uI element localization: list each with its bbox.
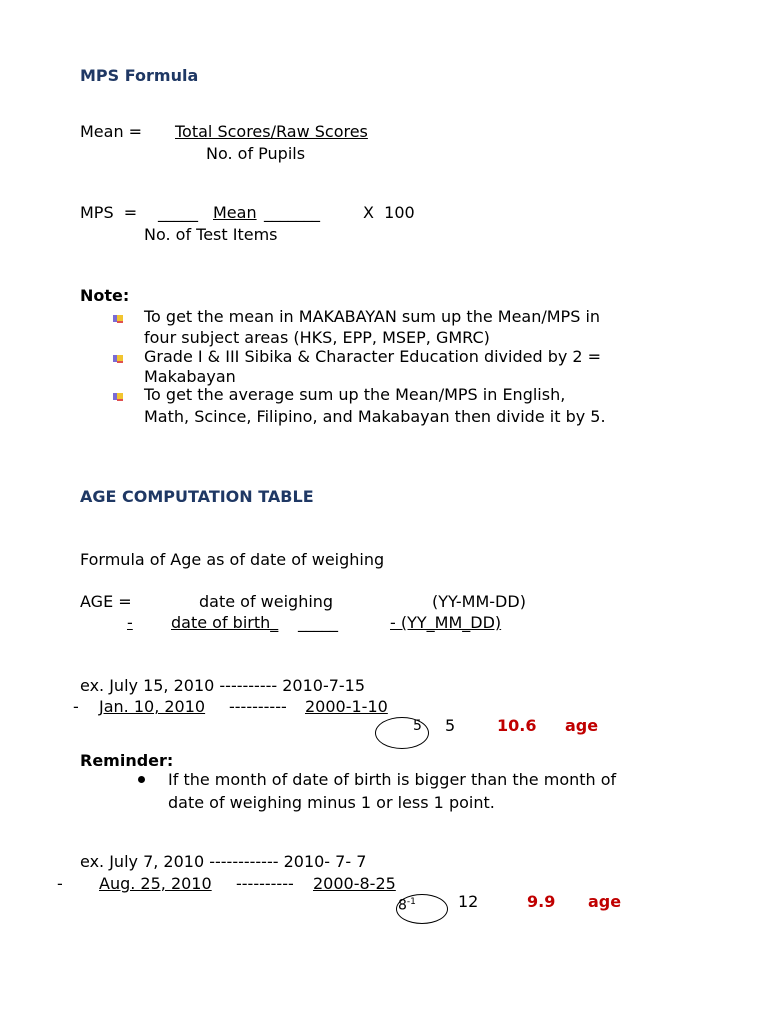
mps-denominator: No. of Test Items — [144, 225, 278, 244]
mps-times: X 100 — [363, 203, 415, 222]
note-item-line: To get the mean in MAKABAYAN sum up the Mean/MPS in — [144, 307, 601, 326]
mean-denominator: No. of Pupils — [206, 144, 306, 163]
example1-birth-date: Jan. 10, 2010 — [99, 697, 206, 716]
example1-result: 10.6 — [497, 716, 537, 735]
mps-numerator-post: _______ — [264, 203, 320, 222]
reminder-line: date of weighing minus 1 or less 1 point. — [168, 793, 495, 812]
example1-partial: 5 — [413, 718, 422, 734]
example2-minus: - — [57, 874, 63, 893]
example2-dashes: ---------- — [236, 874, 294, 893]
note-item-line: four subject areas (HKS, EPP, MSEP, GMRC) — [144, 328, 490, 347]
mps-label: MPS = — [80, 203, 138, 222]
mps-numerator: Mean — [213, 203, 257, 222]
birth-format: - (YY_MM_DD) — [390, 613, 502, 632]
date-of-birth: date of birth_ — [171, 613, 279, 632]
example1-dashes: ---------- — [229, 697, 287, 716]
example2-month: 12 — [458, 892, 479, 911]
example1-month: 5 — [445, 716, 456, 735]
dot-bullet-icon — [138, 776, 145, 783]
mps-numerator-pre: _____ — [158, 203, 198, 222]
pencil-bullet-icon — [113, 353, 124, 364]
age-heading: AGE COMPUTATION TABLE — [80, 487, 314, 506]
example2-birth-num: 2000-8-25 — [313, 874, 396, 893]
mean-numerator: Total Scores/Raw Scores — [175, 122, 368, 141]
note-label: Note: — [80, 286, 130, 305]
date-of-birth-fill: _____ — [298, 613, 338, 632]
example2-result: 9.9 — [527, 892, 556, 911]
note-item-line: Makabayan — [144, 367, 236, 386]
example2-partial: $8^{-1}$ — [398, 897, 416, 914]
pencil-bullet-icon — [113, 313, 124, 324]
reminder-label: Reminder: — [80, 751, 174, 770]
example2-line: ex. July 7, 2010 ------------ 2010- 7- 7 — [80, 852, 367, 871]
note-item-line: Math, Scince, Filipino, and Makabayan then divide it by 5. — [144, 407, 606, 426]
minus-sign: - — [127, 613, 133, 632]
age-formula-title: Formula of Age as of date of weighing — [80, 550, 385, 569]
example1-unit: age — [565, 716, 599, 735]
weighing-format: (YY-MM-DD) — [432, 592, 526, 611]
example1-birth-num: 2000-1-10 — [305, 697, 388, 716]
pencil-bullet-icon — [113, 391, 124, 402]
example2-birth-date: Aug. 25, 2010 — [99, 874, 212, 893]
mps-heading: MPS Formula — [80, 66, 199, 85]
note-item-line: To get the average sum up the Mean/MPS in English, — [144, 385, 566, 404]
example1-minus: - — [73, 697, 79, 716]
example2-unit: age — [588, 892, 622, 911]
age-label: AGE = — [80, 592, 132, 611]
reminder-line: If the month of date of birth is bigger than the month of — [168, 770, 617, 789]
example1-line: ex. July 15, 2010 ---------- 2010-7-15 — [80, 676, 366, 695]
mean-label: Mean = — [80, 122, 143, 141]
note-item-line: Grade I & III Sibika & Character Education divided by 2 = — [144, 347, 602, 366]
date-of-weighing: date of weighing — [199, 592, 334, 611]
